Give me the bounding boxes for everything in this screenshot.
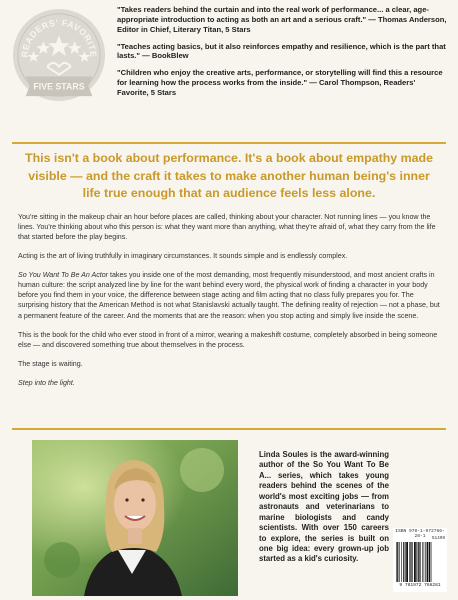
readers-favorite-seal xyxy=(10,6,108,104)
review-quote-1 xyxy=(117,5,447,35)
blurb-body xyxy=(18,212,442,397)
seal-arc-text: READERS' FAVORITE xyxy=(19,17,99,58)
author-photo xyxy=(32,440,238,596)
five-star-seal-icon xyxy=(10,6,108,104)
review-quote-text: "Teaches acting basics, but it also reinforces empathy and resilience, which is the part that lasts." xyxy=(117,41,446,61)
review-attribution: — Carol Thompson, Readers' Favorite, 5 Stars xyxy=(117,78,416,98)
author-section xyxy=(0,432,458,600)
author-portrait-image xyxy=(32,440,238,596)
blurb-paragraph-2: Acting is the art of living truthfully in imaginary circumstances. It sounds simple and is endlessly complex. xyxy=(18,252,348,261)
blurb-tagline: Step into the light. xyxy=(18,378,75,387)
seal-banner-text: FIVE STARS xyxy=(33,81,85,92)
headline-pull-quote: This isn't a book about performance. It's a book about empathy made visible — and the craft it takes to make another human being's inner life true enough that an audience feels less alone. xyxy=(25,151,433,201)
barcode-bars xyxy=(396,542,444,582)
barcode-icon xyxy=(396,542,444,582)
review-attribution: — Thomas Anderson, Editor in Chief, Literary Titan, 5 Stars xyxy=(117,14,447,34)
price-code: 51499 xyxy=(431,536,445,541)
gold-divider-bottom xyxy=(12,428,446,430)
blurb-paragraph-4: This is the book for the child who ever stood in front of a mirror, wearing a makeshift costume, completely absorbed in being someone else — and discovered something true about themselves in the process. xyxy=(18,330,438,349)
barcode-number: 9 781972 766281 xyxy=(399,583,441,588)
isbn-barcode xyxy=(393,528,447,592)
blurb-paragraph-3-text: takes you inside one of the most demanding, most frequently misunderstood, and most ancient crafts in human culture: the script analyzed line by line for the want behind every word, the physical work of finding a character in your body before you find them in your voice, the difference between stage acting and film acting that no class fully prepares you for. The surprising history that the American Method is not what Stanislavski actually taught. The defining reality of rejection — not a phase, but a permanent feature of the career. And the moments that are the reason: when you stop acting and simply live inside the scene. xyxy=(18,271,440,320)
review-quote-2 xyxy=(117,42,447,62)
review-attribution: — BookBlew xyxy=(142,51,189,61)
blurb-paragraph-1: You're sitting in the makeup chair an hour before places are called, thinking about your character. Not running lines — you know the lines. You're thinking about who this person is: what they want more than anything, what they're afraid of, what they carry from the life that started before the play begins. xyxy=(18,213,436,242)
author-bio: Linda Soules is the award-winning author of the So You Want To Be A... series, which takes young readers behind the scenes of the world's most exciting jobs — from astronauts and veterinarians to marine biologists and candy scientists. With over 150 careers to explore, the series is built on one big idea: every grown-up job started as a kid's curiosity. xyxy=(259,450,389,564)
blurb-paragraph-3 xyxy=(18,270,442,320)
gold-divider-top xyxy=(12,142,446,144)
review-quote-text: "Children who enjoy the creative arts, performance, or storytelling will find this a resource for learning how the process works from the inside." xyxy=(117,68,443,88)
book-title: So You Want To Be An Actor xyxy=(18,271,109,280)
isbn-label: ISBN 978-1-972766-28-1 xyxy=(395,529,445,539)
review-quote-text: "Takes readers behind the curtain and into the real work of performance... a clear, age-appropriate introduction to acting as both an art and a serious craft." xyxy=(117,5,429,24)
reviews-section xyxy=(0,0,458,158)
blurb-paragraph-5: The stage is waiting. xyxy=(18,359,83,368)
review-quote-3 xyxy=(117,68,447,98)
review-quotes xyxy=(117,5,447,105)
